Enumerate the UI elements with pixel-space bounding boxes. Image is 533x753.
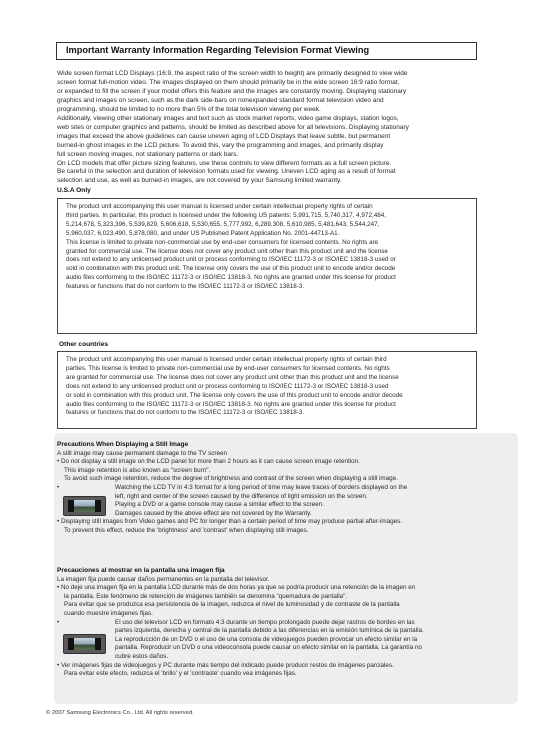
page-title: Important Warranty Information Regarding Television Format Viewing <box>66 45 370 55</box>
precautions-spanish <box>57 567 512 679</box>
precautions-en-text: To prevent this effect, reduce the 'brightness' and 'contrast' when displaying still images. <box>64 526 309 534</box>
other-license-line: does not extend to any unlicensed product unit or process conforming to ISO/IEC 11172-3 or ISO/IEC 13818-3 used <box>66 382 389 390</box>
precautions-es-text: pantalla. Reproducir un DVD o una videoconsola puede causar un efecto similar en la pantalla. La garantía no <box>115 644 422 652</box>
other-license-line: features or functions that do not conform to the ISO/IEC 11172-3 or ISO/IEC 13818-3. <box>66 409 305 417</box>
precautions-es-text: La reproducción de un DVD o el uso de una consola de videojuegos pueden provocar un efecto similar en la <box>115 635 418 643</box>
usa-license-line: granted for commercial use. The license does not cover any product unit other than this product unit and the license <box>66 247 388 255</box>
tv-4-3-format-icon <box>63 496 106 516</box>
other-license-line: audio files conforming to the ISO/IEC 11172-3 or ISO/IEC 13818-3. No rights are granted under this license for product <box>66 400 396 408</box>
precautions-es-text: cuando muestre imágenes fijas. <box>64 609 153 617</box>
precautions-es-intro: La imagen fija puede causar daños permanentes en la pantalla del televisor. <box>57 575 270 583</box>
intro-line: or expanded to fill the screen if your model offers this feature and the images are constantly moving. Displaying stationary <box>57 87 407 95</box>
copyright-footer: © 2007 Samsung Electronics Co., Ltd. All rights reserved. <box>46 710 194 716</box>
other-license-line: or sold in combination with this product unit. The license only covers the use of this product unit to encode and/or decode <box>66 391 403 399</box>
intro-line: graphics and images on screen, such as the dark side-bars on nonexpanded standard format television video and <box>57 96 384 104</box>
usa-license-line: features or functions that do not conform to the ISO/IEC 11172-3 or ISO/IEC 13818-3. <box>66 283 305 291</box>
intro-line: burned-in ghost images in the LCD picture. To avoid this, vary the programming and images, and primarily display <box>57 141 384 149</box>
other-license-box <box>57 351 477 429</box>
usa-license-box <box>57 198 477 334</box>
title-box <box>56 42 477 60</box>
precautions-es-text: Para evitar este efecto, reduzca el 'brillo' y el 'contraste' cuando vea imágenes fijas. <box>64 670 297 678</box>
precautions-es-bullet: • Ver imágenes fijas de videojuegos y PC durante más tiempo del indicado puede producir restos de imágenes parciales. <box>57 661 394 669</box>
intro-line: Be careful in the selection and duration of television formats used for viewing. Uneven LCD aging as a result of format <box>57 168 396 176</box>
precautions-en-bullet-marker: • <box>57 483 60 491</box>
intro-line: screen format full-motion video. The images displayed on them should primarily be in the wide screen 16:9 ratio format, <box>57 78 400 86</box>
precautions-en-intro: A still image may cause permanent damage to the TV screen <box>57 449 227 457</box>
intro-line: On LCD models that offer picture sizing features, use these controls to view different formats as a full screen picture. <box>57 159 392 167</box>
usa-heading: U.S.A Only <box>57 187 91 194</box>
intro-line: Wide screen format LCD Displays (16:9, the aspect ratio of the screen width to height) are primarily designed to view wide <box>57 70 408 77</box>
usa-license-line: 5,960,037, 6,023,490, 5,878,080, and under US Published Patent Application No. 2001-44713-A1. <box>66 229 340 237</box>
precautions-en-text: Watching the LCD TV in 4:3 format for a long period of time may leave traces of borders displayed on the <box>115 483 408 491</box>
precautions-en-text: This image retention is also known as "screen burn". <box>64 466 211 474</box>
usa-license-line: does not extend to any unlicensed product unit or process conforming to ISO/IEC 11172-3 or ISO/IEC 13818-3 used or <box>66 256 396 264</box>
precautions-es-bullet: • No deje una imagen fija en la pantalla LCD durante más de dos horas ya que se podría producir una retención de la imagen en <box>57 584 416 592</box>
intro-line: programming, should be limited to no more than 5% of the total television viewing per week. <box>57 105 321 113</box>
precautions-en-text: To avoid such image retention, reduce the degree of brightness and contrast of the screen when displaying a still image. <box>64 475 398 483</box>
intro-line: selection and use, as well as burned-in images, are not covered by your Samsung limited warranty. <box>57 177 342 185</box>
usa-license-line: This license is limited to private non-commercial use by end-user consumers for licensed contents. No rights are <box>66 238 379 246</box>
precautions-en-text: Playing a DVD or a game console may cause a similar effect to the screen. <box>115 501 324 509</box>
precautions-en-heading: Precautions When Displaying a Still Image <box>57 441 189 448</box>
tv-4-3-format-icon <box>63 634 106 654</box>
usa-license-line: 5,214,678, 5,323,396, 5,539,829, 5,606,618, 5,530,655, 5,777,992, 6,289,308, 5,610,985, 5,481,643, 5,544,247, <box>66 220 380 228</box>
intro-line: Additionally, viewing other stationary images and text such as stock market reports, video game displays, station logos, <box>57 114 399 122</box>
precautions-es-text: partes izquierda, derecha y central de la pantalla debido a las diferencias en la emisión lumínica de la pantalla. <box>115 627 424 635</box>
precautions-es-text: El uso del televisor LCD en formato 4:3 durante un tiempo prolongado puede dejar rastros de bordes en las <box>115 618 415 626</box>
intro-line: web sites or computer graphics and patterns, should be limited as described above for all televisions. Displaying stationary <box>57 123 409 131</box>
precautions-es-text: Para evitar que se produzca esa persistencia de la imagen, reduzca el nivel de luminosidad y de contraste de la pantalla <box>64 601 400 609</box>
precautions-en-bullet: • Do not display a still image on the LCD panel for more than 2 hours as it can cause screen image retention. <box>57 458 360 466</box>
intro-paragraph <box>57 70 477 186</box>
intro-line: full screen moving images, not stationary patterns or dark bars. <box>57 150 239 158</box>
precautions-en-text: left, right and center of the screen caused by the difference of light emission on the screen. <box>115 492 368 500</box>
precautions-en-text: Damages caused by the above effect are not covered by the Warranty. <box>115 509 312 517</box>
usa-license-line: The product unit accompanying this user manual is licensed under certain intellectual property rights of certain <box>66 203 373 210</box>
other-countries-heading: Other countries <box>59 341 109 348</box>
usa-license-line: sold in combination with this product unit. The license only covers the use of this product unit to encode and/or decode <box>66 265 396 273</box>
usa-license-line: third parties. In particular, this product is licensed under the following US patents: 5,991,715, 5,740,317, 4,972,484, <box>66 211 386 219</box>
precautions-es-text: cubre estos daños. <box>115 652 169 660</box>
precautions-es-text: la pantalla. Este fenómeno de retención de imágenes también se denomina "quemadura de pantalla". <box>64 592 348 600</box>
intro-line: images that exceed the above guidelines can cause uneven aging of LCD Displays that leave subtle, but permanent <box>57 132 391 140</box>
usa-license-line: audio files conforming to the ISO/IEC 11172-3 or ISO/IEC 13818-3. No rights are granted under this license for product <box>66 274 396 282</box>
other-license-line: are granted for commercial use. The license does not cover any product unit other than this product unit and the license <box>66 373 399 381</box>
precautions-en-bullet: • Displaying still images from Video games and PC for longer than a certain period of time may produce partial after-images. <box>57 518 403 526</box>
precautions-es-heading: Precauciones al mostrar en la pantalla una imagen fija <box>57 567 225 574</box>
precautions-es-bullet-marker: • <box>57 618 60 626</box>
precautions-english <box>57 441 512 536</box>
other-license-line: parties. This license is limited to private non-commercial use by end-user consumers for licensed contents. No rights <box>66 364 390 372</box>
other-license-line: The product unit accompanying this user manual is licensed under certain intellectual property rights of certain third <box>66 356 387 363</box>
